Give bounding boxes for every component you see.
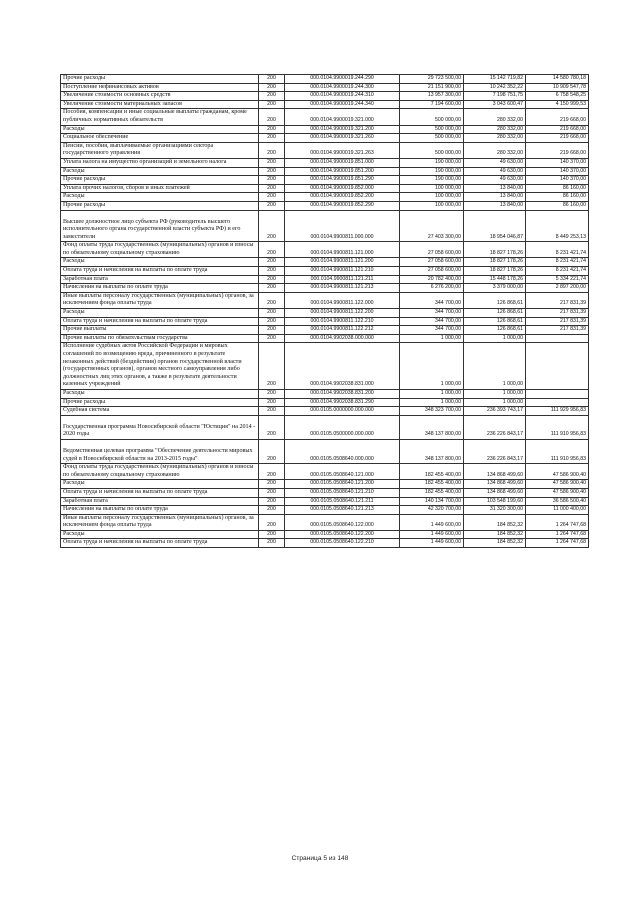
cell-v1: 100 000,00 (400, 193, 464, 202)
cell-code: 200 (259, 334, 285, 343)
cell-v2: 31 320 300,00 (464, 506, 526, 515)
cell-class: 000.0104.9900811.122.210 (285, 317, 400, 326)
cell-class: 000.0104.9900811.121.210 (285, 267, 400, 276)
cell-class: 000.0104.9900811.121.211 (285, 275, 400, 284)
cell-v3: 6 758 548,25 (526, 92, 589, 101)
cell-v1: 1 449 600,00 (400, 539, 464, 548)
cell-v3: 111 910 956,83 (526, 415, 589, 439)
cell-v1: 344 700,00 (400, 309, 464, 318)
cell-v2: 1 000,00 (464, 389, 526, 398)
cell-v1: 348 137 800,00 (400, 415, 464, 439)
table-row (61, 109, 589, 125)
cell-v2: 15 448 178,26 (464, 275, 526, 284)
table-row (61, 326, 589, 335)
cell-v2: 184 852,32 (464, 539, 526, 548)
cell-class: 000.0105.0508640.121.213 (285, 506, 400, 515)
cell-name: Расходы (61, 309, 259, 318)
cell-code: 200 (259, 75, 285, 84)
cell-v1: 190 000,00 (400, 176, 464, 185)
cell-name: Оплата труда и начисления на выплаты по оплате труда (61, 488, 259, 497)
cell-class: 000.0104.9900019.851.290 (285, 176, 400, 185)
cell-v3: 47 586 900,40 (526, 488, 589, 497)
cell-v2: 18 827 178,26 (464, 267, 526, 276)
cell-name: Заработная плата (61, 497, 259, 506)
cell-code: 200 (259, 398, 285, 407)
cell-class: 000.0104.9902038.831.290 (285, 398, 400, 407)
cell-code: 200 (259, 317, 285, 326)
cell-name: Заработная плата (61, 275, 259, 284)
cell-v2: 7 198 751,75 (464, 92, 526, 101)
cell-v2: 280 332,00 (464, 134, 526, 143)
table-row (61, 142, 589, 158)
cell-v1: 27 058 600,00 (400, 258, 464, 267)
cell-code: 200 (259, 109, 285, 125)
cell-code: 200 (259, 142, 285, 158)
table-row (61, 92, 589, 101)
cell-class: 000.0104.9900019.244.300 (285, 83, 400, 92)
cell-name: Прочие расходы (61, 398, 259, 407)
cell-v3: 47 586 900,40 (526, 464, 589, 480)
table-row (61, 415, 589, 439)
cell-code: 200 (259, 242, 285, 258)
cell-v3 (526, 398, 589, 407)
cell-v1: 182 455 400,00 (400, 464, 464, 480)
table-row (61, 464, 589, 480)
document-page (60, 74, 588, 548)
cell-code: 200 (259, 497, 285, 506)
cell-v3: 10 909 547,78 (526, 83, 589, 92)
cell-v3: 217 831,39 (526, 309, 589, 318)
table-body (61, 75, 589, 548)
cell-v1: 182 455 400,00 (400, 488, 464, 497)
cell-v2: 280 332,00 (464, 109, 526, 125)
cell-v3 (526, 343, 589, 390)
cell-v3: 217 831,39 (526, 326, 589, 335)
table-row (61, 389, 589, 398)
cell-name: Пенсии, пособия, выплачиваемые организациями сектора государственного управления (61, 142, 259, 158)
cell-v1: 190 000,00 (400, 158, 464, 167)
cell-v2: 13 840,00 (464, 201, 526, 210)
cell-name: Прочие расходы (61, 176, 259, 185)
cell-code: 200 (259, 134, 285, 143)
table-row (61, 497, 589, 506)
cell-v3: 219 668,00 (526, 109, 589, 125)
cell-v1: 182 455 400,00 (400, 480, 464, 489)
cell-name: Прочие выплаты по обязательствам государства (61, 334, 259, 343)
cell-class: 000.0105.0000000.000.000 (285, 407, 400, 416)
cell-class: 000.0105.0508640.122.200 (285, 530, 400, 539)
cell-class: 000.0104.9900019.321.200 (285, 125, 400, 134)
cell-v3: 140 370,00 (526, 167, 589, 176)
cell-v3: 2 897 200,00 (526, 284, 589, 293)
cell-v2: 15 142 719,82 (464, 75, 526, 84)
cell-v2: 126 868,61 (464, 326, 526, 335)
table-row (61, 83, 589, 92)
cell-class: 000.0104.9900811.121.200 (285, 258, 400, 267)
table-row (61, 275, 589, 284)
cell-v2: 3 379 000,00 (464, 284, 526, 293)
cell-class: 000.0104.9900019.321.260 (285, 134, 400, 143)
cell-v3: 1 264 747,68 (526, 539, 589, 548)
cell-v3 (526, 389, 589, 398)
cell-v1: 500 000,00 (400, 125, 464, 134)
cell-name: Уплата прочих налогов, сборов и иных платежей (61, 184, 259, 193)
cell-class: 000.0104.9900019.321.000 (285, 109, 400, 125)
cell-v3: 219 668,00 (526, 134, 589, 143)
cell-v2: 10 242 352,22 (464, 83, 526, 92)
cell-code: 200 (259, 201, 285, 210)
cell-v2: 49 630,00 (464, 176, 526, 185)
cell-code: 200 (259, 506, 285, 515)
cell-class: 000.0104.9902038.831.200 (285, 389, 400, 398)
cell-v1: 348 137 800,00 (400, 439, 464, 463)
cell-code: 200 (259, 488, 285, 497)
cell-v3: 8 231 421,74 (526, 258, 589, 267)
cell-v1: 348 323 700,00 (400, 407, 464, 416)
cell-name: Оплата труда и начисления на выплаты по оплате труда (61, 267, 259, 276)
cell-code: 200 (259, 326, 285, 335)
cell-code: 200 (259, 480, 285, 489)
cell-name: Расходы (61, 258, 259, 267)
cell-class: 000.0104.9902038.000.000 (285, 334, 400, 343)
cell-code: 200 (259, 125, 285, 134)
table-row (61, 125, 589, 134)
cell-class: 000.0105.0508640.121.211 (285, 497, 400, 506)
table-row (61, 258, 589, 267)
cell-code: 200 (259, 193, 285, 202)
cell-v3: 111 929 956,83 (526, 407, 589, 416)
cell-code: 200 (259, 167, 285, 176)
cell-code: 200 (259, 439, 285, 463)
cell-v3: 217 831,39 (526, 317, 589, 326)
cell-v2: 134 868 499,60 (464, 464, 526, 480)
cell-class: 000.0104.9900811.122.000 (285, 292, 400, 308)
cell-v3: 140 370,00 (526, 158, 589, 167)
cell-v2: 18 954 046,87 (464, 210, 526, 242)
table-row (61, 309, 589, 318)
cell-v3 (526, 334, 589, 343)
cell-v1: 13 957 300,00 (400, 92, 464, 101)
cell-v1: 42 320 700,00 (400, 506, 464, 515)
cell-v2: 184 852,32 (464, 530, 526, 539)
table-row (61, 530, 589, 539)
table-row (61, 267, 589, 276)
cell-v3: 4 150 999,53 (526, 100, 589, 109)
cell-v2: 126 868,61 (464, 292, 526, 308)
table-row (61, 284, 589, 293)
cell-v1: 21 151 900,00 (400, 83, 464, 92)
cell-v1: 190 000,00 (400, 167, 464, 176)
cell-v1: 29 723 500,00 (400, 75, 464, 84)
cell-v3: 111 910 956,83 (526, 439, 589, 463)
cell-v1: 1 449 600,00 (400, 514, 464, 530)
table-row (61, 158, 589, 167)
cell-v2: 13 840,00 (464, 184, 526, 193)
cell-name: Расходы (61, 530, 259, 539)
table-row (61, 488, 589, 497)
table-row (61, 439, 589, 463)
cell-code: 200 (259, 309, 285, 318)
table-row (61, 398, 589, 407)
cell-code: 200 (259, 343, 285, 390)
cell-name: Иные выплаты персоналу государственных (муниципальных) органов, за исключением фонда оплаты труда (61, 292, 259, 308)
table-row (61, 193, 589, 202)
cell-v2: 236 393 743,17 (464, 407, 526, 416)
cell-v3: 8 449 253,13 (526, 210, 589, 242)
cell-name: Увеличение стоимости основных средств (61, 92, 259, 101)
cell-code: 200 (259, 176, 285, 185)
cell-v3: 217 831,39 (526, 292, 589, 308)
table-row (61, 210, 589, 242)
table-row (61, 514, 589, 530)
cell-v2: 236 226 843,17 (464, 415, 526, 439)
cell-v1: 27 058 600,00 (400, 242, 464, 258)
cell-name: Уплата налога на имущество организаций и земельного налога (61, 158, 259, 167)
cell-class: 000.0105.0508640.121.000 (285, 464, 400, 480)
table-row (61, 75, 589, 84)
cell-v1: 140 134 700,00 (400, 497, 464, 506)
table-row (61, 343, 589, 390)
cell-code: 200 (259, 389, 285, 398)
cell-name: Социальное обеспечение (61, 134, 259, 143)
cell-class: 000.0105.0508640.121.210 (285, 488, 400, 497)
cell-v2: 18 827 178,26 (464, 258, 526, 267)
cell-class: 000.0104.9900019.852.000 (285, 184, 400, 193)
table-row (61, 134, 589, 143)
page-footer: Страница 5 из 148 (291, 855, 349, 862)
cell-v1: 20 782 400,00 (400, 275, 464, 284)
cell-v2: 13 840,00 (464, 193, 526, 202)
cell-name: Судебная система (61, 407, 259, 416)
cell-name: Расходы (61, 167, 259, 176)
cell-v3: 36 586 500,40 (526, 497, 589, 506)
cell-class: 000.0104.9900811.000.000 (285, 210, 400, 242)
cell-v3: 14 580 780,18 (526, 75, 589, 84)
cell-v3: 219 668,00 (526, 125, 589, 134)
cell-class: 000.0104.9902038.831.000 (285, 343, 400, 390)
cell-v1: 100 000,00 (400, 184, 464, 193)
cell-code: 200 (259, 100, 285, 109)
cell-class: 000.0104.9900019.244.310 (285, 92, 400, 101)
cell-class: 000.0105.0508640.122.210 (285, 539, 400, 548)
cell-class: 000.0104.9900811.121.000 (285, 242, 400, 258)
cell-name: Исполнение судебных актов Российской Федерации и мировых соглашений по возмещению вреда, причиненного в результате незаконных действий (бездействия) органов государственной власти (государственных органов), органов местного самоуправления либо должностных лиц этих органов, а также в результате деятельности казенных учреждений (61, 343, 259, 390)
cell-class: 000.0104.9900019.852.200 (285, 193, 400, 202)
cell-code: 200 (259, 210, 285, 242)
cell-name: Фонд оплаты труда государственных (муниципальных) органов и взносы по обязательному социальному страхованию (61, 242, 259, 258)
cell-v1: 27 403 300,00 (400, 210, 464, 242)
cell-v3: 1 264 747,68 (526, 514, 589, 530)
cell-v2: 236 226 843,17 (464, 439, 526, 463)
cell-v1: 1 000,00 (400, 334, 464, 343)
cell-v2: 49 630,00 (464, 158, 526, 167)
cell-name: Увеличение стоимости материальных запасов (61, 100, 259, 109)
cell-class: 000.0104.9900811.121.213 (285, 284, 400, 293)
cell-v3: 5 334 221,74 (526, 275, 589, 284)
cell-v2: 184 852,32 (464, 514, 526, 530)
cell-v2: 18 827 178,26 (464, 242, 526, 258)
cell-v2: 134 868 499,60 (464, 488, 526, 497)
cell-v1: 27 058 600,00 (400, 267, 464, 276)
cell-code: 200 (259, 267, 285, 276)
cell-v2: 3 043 600,47 (464, 100, 526, 109)
cell-v2: 280 332,00 (464, 125, 526, 134)
cell-code: 200 (259, 275, 285, 284)
table-row (61, 292, 589, 308)
cell-name: Прочие расходы (61, 75, 259, 84)
cell-code: 200 (259, 539, 285, 548)
cell-code: 200 (259, 292, 285, 308)
cell-v3: 140 370,00 (526, 176, 589, 185)
cell-name: Оплата труда и начисления на выплаты по оплате труда (61, 539, 259, 548)
cell-name: Начисления на выплаты по оплате труда (61, 506, 259, 515)
table-row (61, 334, 589, 343)
cell-code: 200 (259, 530, 285, 539)
cell-v2: 1 000,00 (464, 398, 526, 407)
cell-code: 200 (259, 92, 285, 101)
cell-v3: 11 000 400,00 (526, 506, 589, 515)
cell-code: 200 (259, 158, 285, 167)
cell-class: 000.0104.9900019.244.290 (285, 75, 400, 84)
cell-v1: 1 000,00 (400, 389, 464, 398)
cell-class: 000.0105.0508640.000.000 (285, 439, 400, 463)
cell-code: 200 (259, 464, 285, 480)
cell-name: Расходы (61, 389, 259, 398)
table-row (61, 480, 589, 489)
cell-class: 000.0104.9900019.244.340 (285, 100, 400, 109)
cell-v1: 1 000,00 (400, 398, 464, 407)
cell-v1: 344 700,00 (400, 317, 464, 326)
table-row (61, 167, 589, 176)
cell-name: Поступление нефинансовых активов (61, 83, 259, 92)
cell-class: 000.0104.9900019.851.000 (285, 158, 400, 167)
cell-class: 000.0105.0500000.000.000 (285, 415, 400, 439)
cell-code: 200 (259, 258, 285, 267)
cell-v3: 47 586 900,40 (526, 480, 589, 489)
cell-code: 200 (259, 407, 285, 416)
cell-v1: 344 700,00 (400, 292, 464, 308)
table-row (61, 100, 589, 109)
cell-v3: 219 668,00 (526, 142, 589, 158)
cell-v3: 8 231 421,74 (526, 242, 589, 258)
cell-v2: 1 000,00 (464, 343, 526, 390)
cell-v1: 100 000,00 (400, 201, 464, 210)
cell-v2: 134 868 499,60 (464, 480, 526, 489)
cell-v3: 8 231 421,74 (526, 267, 589, 276)
table-row (61, 539, 589, 548)
cell-v2: 49 630,00 (464, 167, 526, 176)
cell-v2: 1 000,00 (464, 334, 526, 343)
cell-class: 000.0105.0508640.122.000 (285, 514, 400, 530)
cell-v1: 500 000,00 (400, 109, 464, 125)
cell-class: 000.0104.9900811.122.212 (285, 326, 400, 335)
cell-class: 000.0105.0508640.121.200 (285, 480, 400, 489)
cell-v1: 1 000,00 (400, 343, 464, 390)
cell-class: 000.0104.9900811.122.200 (285, 309, 400, 318)
cell-v2: 103 548 199,60 (464, 497, 526, 506)
cell-class: 000.0104.9900019.852.290 (285, 201, 400, 210)
cell-code: 200 (259, 284, 285, 293)
cell-v3: 86 160,00 (526, 184, 589, 193)
cell-v3: 86 160,00 (526, 201, 589, 210)
budget-table (60, 74, 589, 548)
cell-name: Прочие выплаты (61, 326, 259, 335)
cell-v2: 280 332,00 (464, 142, 526, 158)
cell-code: 200 (259, 415, 285, 439)
table-row (61, 407, 589, 416)
cell-v1: 1 449 600,00 (400, 530, 464, 539)
table-row (61, 506, 589, 515)
cell-v3: 86 160,00 (526, 193, 589, 202)
cell-v1: 500 000,00 (400, 142, 464, 158)
cell-v1: 344 700,00 (400, 326, 464, 335)
cell-name: Государственная программа Новосибирской области "Юстиция" на 2014 - 2020 годы (61, 415, 259, 439)
cell-class: 000.0104.9900019.851.200 (285, 167, 400, 176)
cell-name: Расходы (61, 480, 259, 489)
cell-v1: 7 194 600,00 (400, 100, 464, 109)
cell-name: Пособия, компенсации и иные социальные выплаты гражданам, кроме публичных нормативных обязательств (61, 109, 259, 125)
cell-v2: 126 868,61 (464, 309, 526, 318)
cell-v1: 6 276 200,00 (400, 284, 464, 293)
cell-code: 200 (259, 83, 285, 92)
cell-name: Начисления на выплаты по оплате труда (61, 284, 259, 293)
cell-name: Иные выплаты персоналу государственных (муниципальных) органов, за исключением фонда оплаты труда (61, 514, 259, 530)
cell-name: Прочие расходы (61, 201, 259, 210)
cell-name: Высшее должностное лицо субъекта РФ (руководитель высшего исполнительного органа государственной власти субъекта РФ) и его заместители (61, 210, 259, 242)
cell-code: 200 (259, 184, 285, 193)
cell-name: Ведомственная целевая программа "Обеспечение деятельности мировых судей в Новосибирской области на 2013-2015 годы" (61, 439, 259, 463)
cell-name: Расходы (61, 125, 259, 134)
cell-name: Оплата труда и начисления на выплаты по оплате труда (61, 317, 259, 326)
table-row (61, 317, 589, 326)
cell-v2: 126 868,61 (464, 317, 526, 326)
cell-code: 200 (259, 514, 285, 530)
cell-v3: 1 264 747,68 (526, 530, 589, 539)
cell-class: 000.0104.9900019.321.263 (285, 142, 400, 158)
table-row (61, 176, 589, 185)
cell-v1: 500 000,00 (400, 134, 464, 143)
cell-name: Фонд оплаты труда государственных (муниципальных) органов и взносы по обязательному социальному страхованию (61, 464, 259, 480)
cell-name: Расходы (61, 193, 259, 202)
table-row (61, 201, 589, 210)
table-row (61, 242, 589, 258)
table-row (61, 184, 589, 193)
